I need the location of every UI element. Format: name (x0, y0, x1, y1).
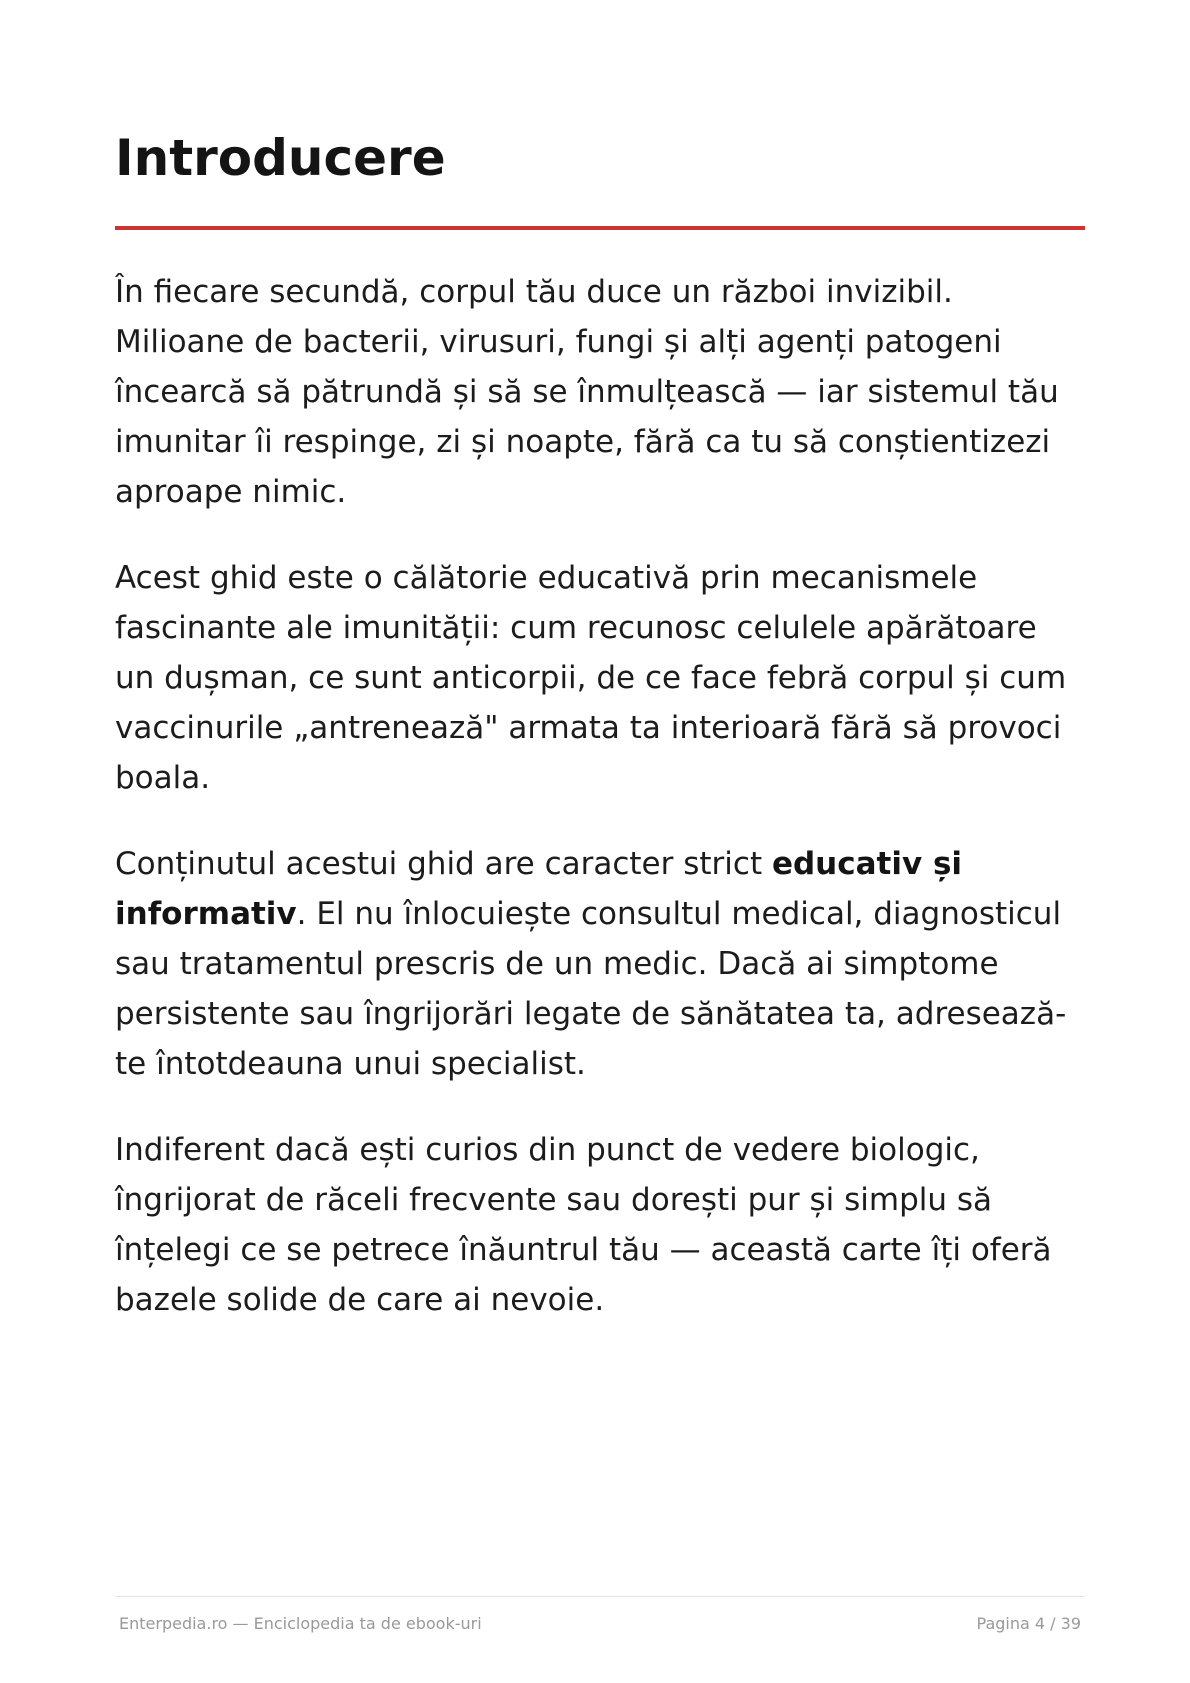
paragraph-3-emphasis: educativ și informativ (115, 846, 963, 932)
footer-page-number: Pagina 4 / 39 (976, 1614, 1081, 1633)
paragraph-3 (115, 839, 1085, 1089)
paragraph-2: Acest ghid este o călătorie educativă prin mecanismele fascinante ale imunității: cum recunosc celulele apărătoare un dușman, ce sunt anticorpii, de ce face febră corpul și cum vaccinurile „antrenează" armata ta interioară fără să provoci boala. (115, 560, 1067, 796)
paragraph-4: Indiferent dacă ești curios din punct de vedere biologic, îngrijorat de răceli frecvente sau dorești pur și simplu să înțelegi ce se petrece înăuntrul tău — această carte îți oferă bazele solide de care ai nevoie. (115, 1132, 1052, 1318)
paragraph-3-lead: Conținutul acestui ghid are caracter strict (115, 846, 772, 882)
document-page (115, 0, 1085, 1683)
footer-publisher: Enterpedia.ro — Enciclopedia ta de ebook-uri (119, 1614, 482, 1633)
footer-divider (115, 1596, 1085, 1597)
title-underline-rule (115, 226, 1085, 230)
body-content (115, 267, 1085, 1361)
paragraph-1: În fiecare secundă, corpul tău duce un război invizibil. Milioane de bacterii, virusuri, fungi și alți agenți patogeni încearcă să pătrundă și să se înmulțească — iar sistemul tău imunitar îi respinge, zi și noapte, fără ca tu să conștientizezi aproape nimic. (115, 274, 1059, 510)
page-title: Introducere (115, 129, 446, 187)
paragraph-3-rest: . El nu înlocuiește consultul medical, diagnosticul sau tratamentul prescris de un medic. Dacă ai simptome persistente sau îngrijorări legate de sănătatea ta, adresează-te întotdeauna unui specialist. (115, 896, 1067, 1082)
